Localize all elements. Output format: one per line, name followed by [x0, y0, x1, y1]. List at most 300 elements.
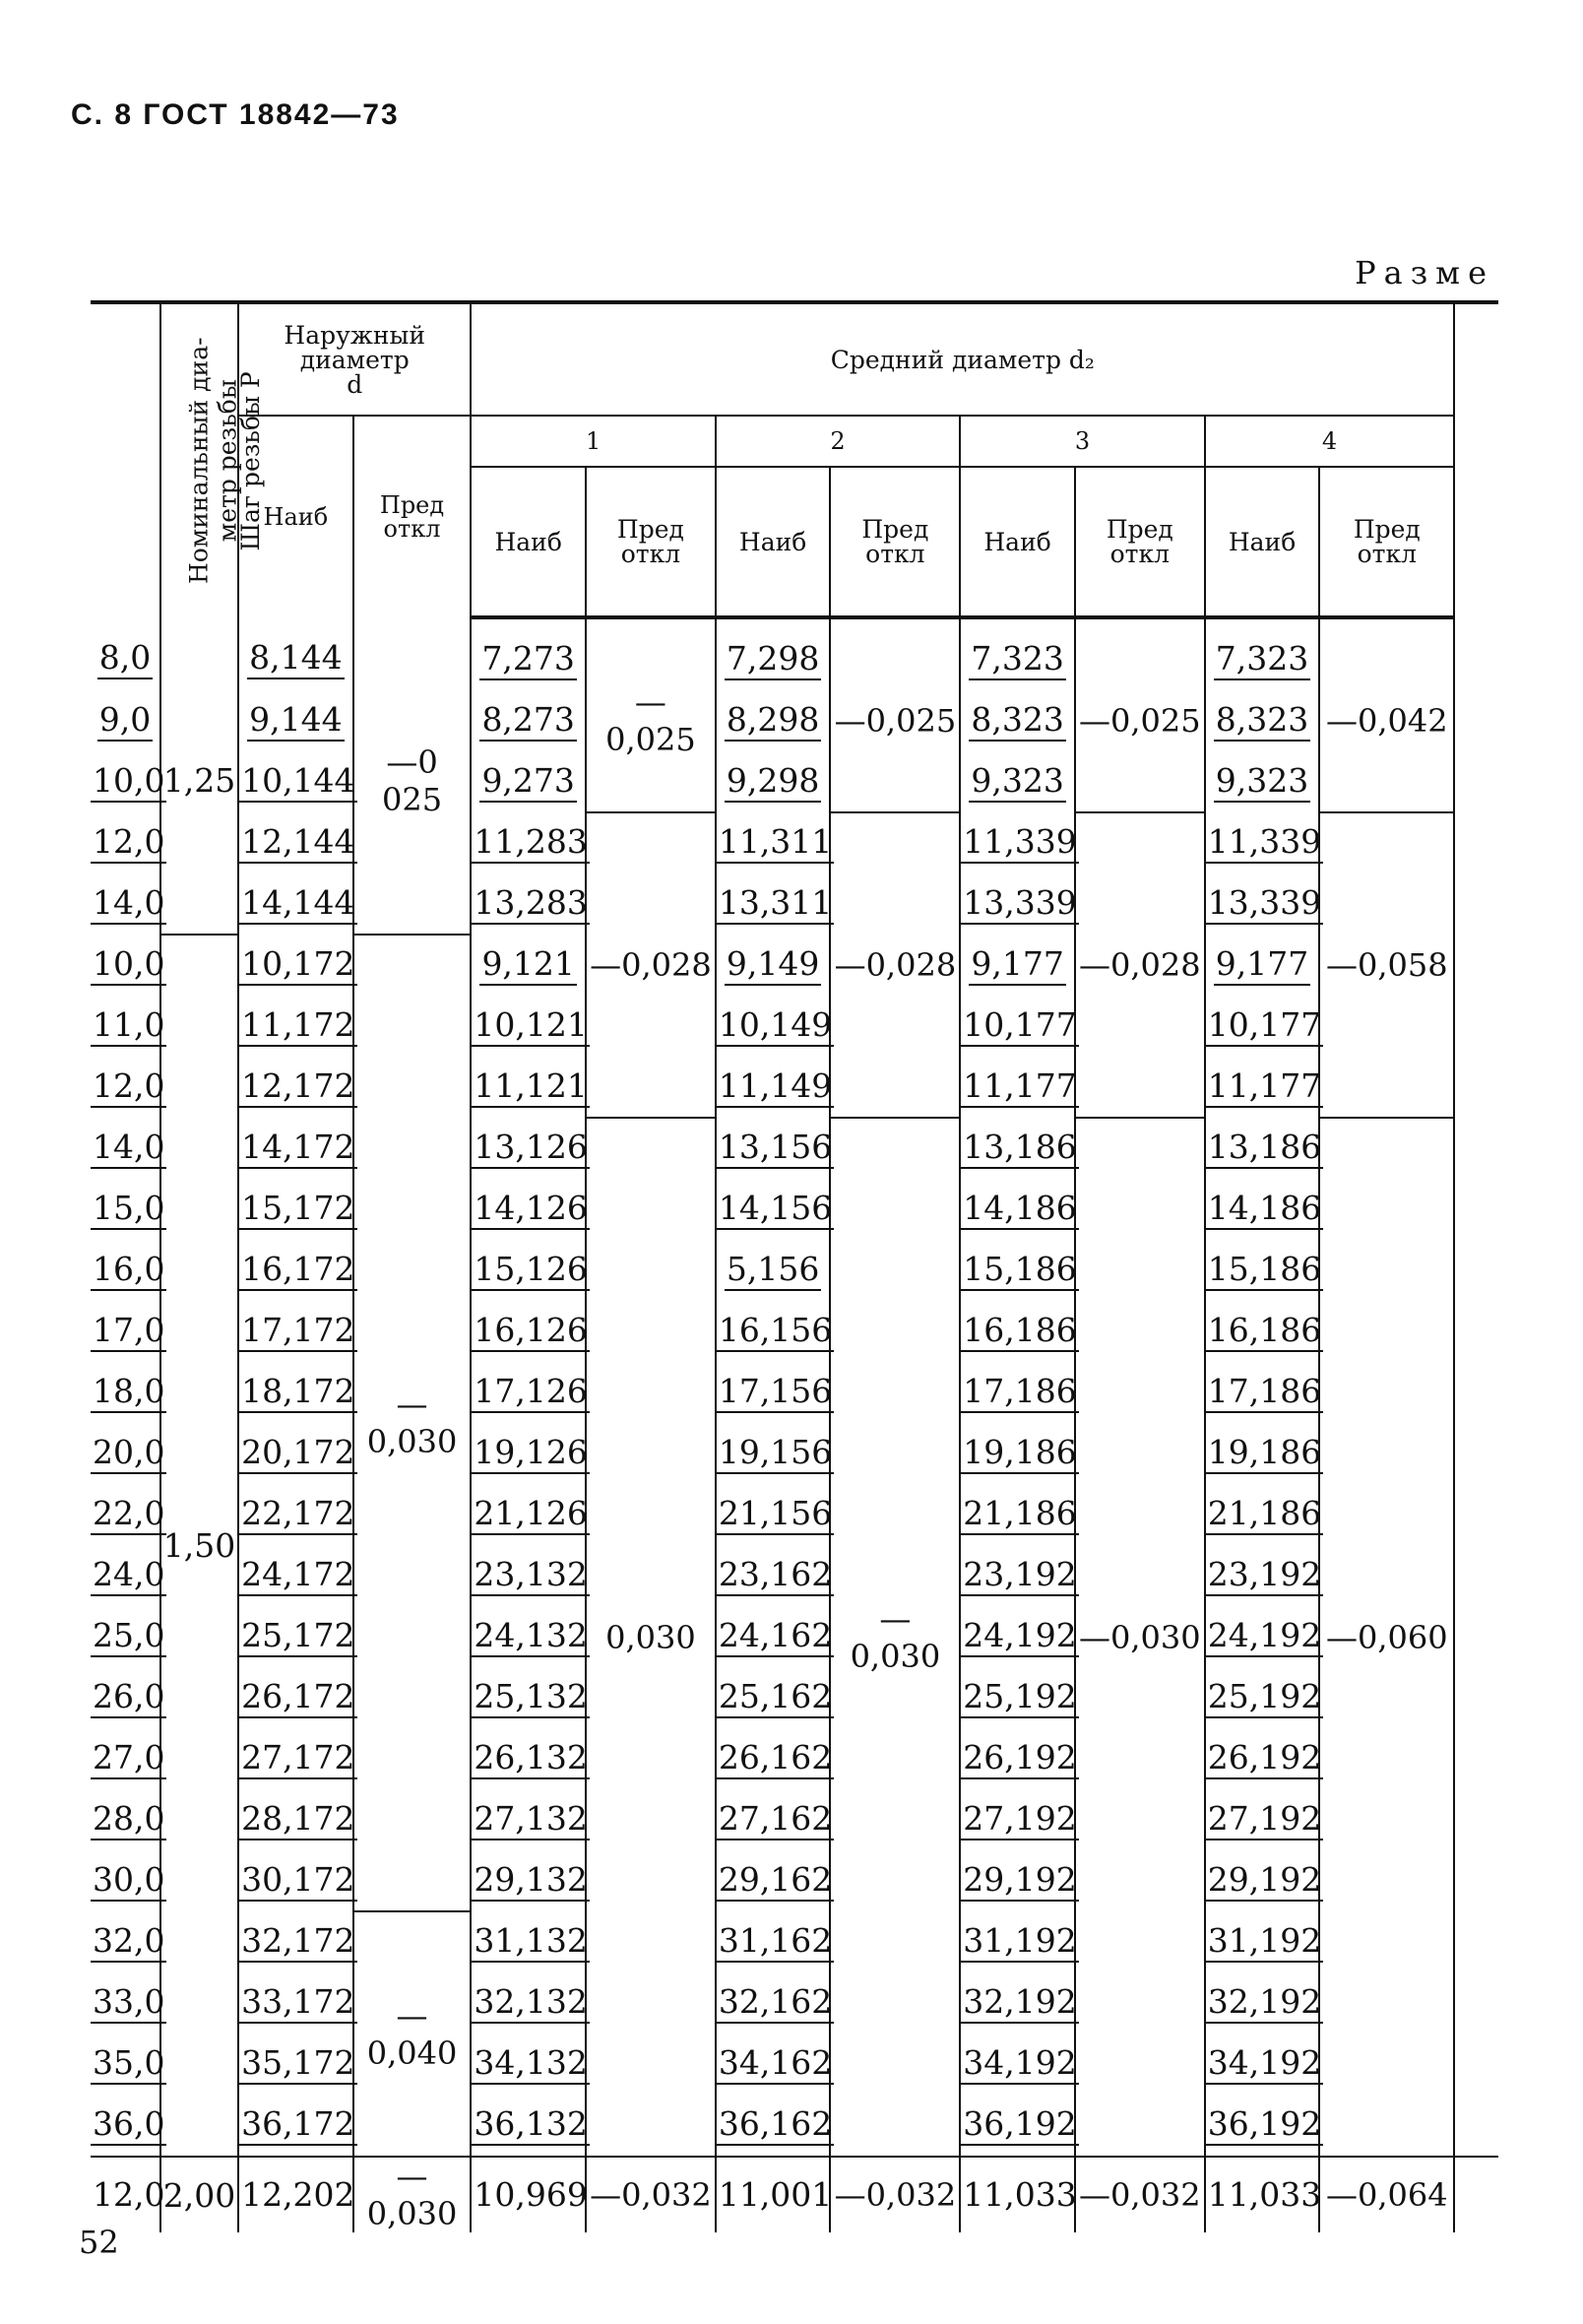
middle-diameter-class4-max-cell — [1205, 1911, 1320, 1972]
middle-diameter-class1-max-cell — [471, 1667, 586, 1728]
nominal-diameter-cell-value: 35,0 — [91, 2045, 166, 2085]
middle-diameter-class3-max-cell-value: 24,192 — [961, 1618, 1078, 1657]
nominal-diameter-cell-value: 26,0 — [91, 1679, 166, 1718]
header-middle-diameter: Средний диаметр d₂ — [471, 302, 1454, 416]
outer-diameter-max-cell-value: 35,172 — [239, 2045, 356, 2085]
outer-diameter-max-cell — [238, 1789, 353, 1850]
middle-diameter-class4-max-cell — [1205, 751, 1320, 812]
middle-diameter-class2-max-cell-value: 26,162 — [717, 1740, 834, 1779]
middle-diameter-class2-max-cell — [716, 1057, 831, 1118]
outer-diameter-max-cell-value: 33,172 — [239, 1984, 356, 2024]
middle-diameter-class3-max-cell-value: 21,186 — [961, 1496, 1078, 1535]
middle-diameter-class2-max-cell-value: 11,149 — [717, 1068, 834, 1108]
middle-diameter-class4-max-cell-value: 15,186 — [1206, 1252, 1323, 1291]
thread-pitch-cell: 1,25 — [160, 617, 238, 935]
middle-diameter-class3-max-cell — [960, 1484, 1075, 1545]
spacer-cell — [1454, 1789, 1498, 1850]
header-c4-max: Наиб — [1205, 467, 1320, 617]
middle-diameter-class1-max-cell-value: 14,126 — [472, 1191, 589, 1230]
middle-diameter-class3-max-cell-value: 13,186 — [961, 1130, 1078, 1169]
nominal-diameter-cell-value: 8,0 — [97, 640, 153, 679]
table-row-last — [91, 2157, 1498, 2232]
nominal-diameter-cell-value: 10,0 — [91, 946, 166, 986]
middle-diameter-class1-max-cell-value: 9,273 — [479, 763, 576, 803]
outer-diameter-max-cell — [238, 1728, 353, 1789]
header-c4-dev: Пред откл — [1319, 467, 1454, 617]
middle-diameter-class1-max-cell-value: 15,126 — [472, 1252, 589, 1291]
middle-diameter-class1-max-cell — [471, 1240, 586, 1301]
middle-diameter-class4-max-cell — [1205, 1301, 1320, 1362]
header-nominal-diameter: Номинальный диа- метр резьбы — [184, 337, 242, 585]
middle-diameter-class4-max-cell-value: 25,192 — [1206, 1679, 1323, 1718]
nominal-diameter-cell-value: 14,0 — [91, 885, 166, 925]
middle-diameter-class3-max-cell-value: 36,192 — [961, 2106, 1078, 2146]
middle-diameter-class4-max-cell — [1205, 1545, 1320, 1606]
header-c2-dev: Пред откл — [830, 467, 960, 617]
spacer-cell — [1454, 2157, 1498, 2232]
spacer-cell — [1454, 1118, 1498, 1179]
spacer-cell — [1454, 1850, 1498, 1911]
middle-diameter-class1-dev-cell: —0,032 — [586, 2157, 716, 2232]
thread-dimensions-table — [91, 300, 1498, 2232]
middle-diameter-class3-max-cell — [960, 690, 1075, 751]
middle-diameter-class1-max-cell — [471, 617, 586, 690]
middle-diameter-class1-max-cell — [471, 2157, 586, 2232]
header-class-2: 2 — [716, 416, 960, 467]
middle-diameter-class2-dev-cell: — 0,030 — [830, 1118, 960, 2157]
outer-diameter-max-cell-value: 9,144 — [247, 702, 344, 742]
middle-diameter-class3-max-cell-value: 31,192 — [961, 1923, 1078, 1963]
middle-diameter-class3-max-cell-value: 16,186 — [961, 1313, 1078, 1352]
outer-diameter-max-cell-value: 12,172 — [239, 1068, 356, 1108]
middle-diameter-class2-max-cell — [716, 1667, 831, 1728]
middle-diameter-class3-dev-cell: —0,032 — [1075, 2157, 1205, 2232]
middle-diameter-class2-max-cell — [716, 1362, 831, 1423]
middle-diameter-class3-max-cell — [960, 2157, 1075, 2232]
outer-diameter-max-cell-value: 26,172 — [239, 1679, 356, 1718]
middle-diameter-class4-max-cell-value: 10,177 — [1206, 1007, 1323, 1047]
table-row — [91, 2034, 1498, 2095]
middle-diameter-class4-max-cell — [1205, 1057, 1320, 1118]
middle-diameter-class4-max-cell-value: 34,192 — [1206, 2045, 1323, 2085]
nominal-diameter-cell-value: 30,0 — [91, 1862, 166, 1902]
middle-diameter-class1-max-cell-value: 11,121 — [472, 1068, 589, 1108]
middle-diameter-class1-max-cell-value: 10,121 — [472, 1007, 589, 1047]
outer-diameter-max-cell — [238, 2034, 353, 2095]
middle-diameter-class1-max-cell-value: 31,132 — [472, 1923, 589, 1963]
nominal-diameter-cell-value: 15,0 — [91, 1191, 166, 1230]
middle-diameter-class1-dev-cell: — 0,025 — [586, 617, 716, 812]
middle-diameter-class2-max-cell — [716, 1545, 831, 1606]
middle-diameter-class4-max-cell-value: 11,033 — [1207, 2174, 1322, 2214]
middle-diameter-class3-max-cell-value: 11,033 — [963, 2174, 1077, 2214]
header-thread-pitch: Шаг резьбы P — [160, 302, 238, 617]
middle-diameter-class1-max-cell-value: 26,132 — [472, 1740, 589, 1779]
middle-diameter-class3-max-cell — [960, 935, 1075, 996]
middle-diameter-class3-dev-cell: —0,030 — [1075, 1118, 1205, 2157]
middle-diameter-class4-max-cell — [1205, 812, 1320, 873]
nominal-diameter-cell — [91, 1484, 165, 1545]
middle-diameter-class3-max-cell-value: 19,186 — [961, 1435, 1078, 1474]
middle-diameter-class4-max-cell-value: 14,186 — [1206, 1191, 1323, 1230]
middle-diameter-class2-max-cell-value: 13,156 — [717, 1130, 834, 1169]
middle-diameter-class4-max-cell-value: 32,192 — [1206, 1984, 1323, 2024]
nominal-diameter-cell-value: 24,0 — [91, 1557, 166, 1596]
outer-diameter-max-cell-value: 10,144 — [239, 763, 356, 803]
nominal-diameter-cell — [91, 1728, 165, 1789]
middle-diameter-class4-max-cell-value: 23,192 — [1206, 1557, 1323, 1596]
middle-diameter-class4-dev-cell: —0,042 — [1319, 617, 1454, 812]
middle-diameter-class2-max-cell-value: 5,156 — [725, 1252, 821, 1291]
outer-diameter-max-cell-value: 12,144 — [239, 824, 356, 864]
middle-diameter-class4-dev-cell: —0,058 — [1319, 812, 1454, 1118]
table-row — [91, 1423, 1498, 1484]
middle-diameter-class2-max-cell-value: 32,162 — [717, 1984, 834, 2024]
page-header: С. 8 ГОСТ 18842—73 — [71, 98, 400, 131]
outer-diameter-dev-cell: —0 025 — [353, 617, 472, 935]
table-row — [91, 1728, 1498, 1789]
middle-diameter-class2-dev-cell: —0,025 — [830, 617, 960, 812]
middle-diameter-class4-max-cell-value: 36,192 — [1206, 2106, 1323, 2146]
outer-diameter-max-cell-value: 27,172 — [239, 1740, 356, 1779]
nominal-diameter-cell-value: 12,0 — [93, 2174, 165, 2214]
middle-diameter-class2-max-cell — [716, 690, 831, 751]
middle-diameter-class2-max-cell-value: 25,162 — [717, 1679, 834, 1718]
page-number: 52 — [79, 2224, 119, 2261]
middle-diameter-class3-max-cell — [960, 1301, 1075, 1362]
table-row — [91, 751, 1498, 812]
outer-diameter-dev-cell: —0,030 — [353, 935, 472, 1911]
spacer-cell — [1454, 1545, 1498, 1606]
middle-diameter-class1-max-cell-value: 10,969 — [474, 2174, 588, 2214]
spacer-cell — [1454, 690, 1498, 751]
middle-diameter-class3-max-cell-value: 25,192 — [961, 1679, 1078, 1718]
outer-diameter-dev-cell: —0,040 — [353, 1911, 472, 2157]
outer-diameter-max-cell — [238, 1972, 353, 2034]
table-row — [91, 812, 1498, 873]
spacer-cell — [1454, 617, 1498, 690]
outer-diameter-max-cell — [238, 2157, 353, 2232]
spacer-cell — [1454, 2034, 1498, 2095]
middle-diameter-class3-max-cell-value: 10,177 — [961, 1007, 1078, 1047]
middle-diameter-class3-max-cell — [960, 1728, 1075, 1789]
middle-diameter-class2-max-cell — [716, 2095, 831, 2157]
outer-diameter-max-cell — [238, 1484, 353, 1545]
middle-diameter-class1-max-cell-value: 19,126 — [472, 1435, 589, 1474]
middle-diameter-class4-max-cell — [1205, 2157, 1320, 2232]
middle-diameter-class1-max-cell — [471, 1179, 586, 1240]
middle-diameter-class2-max-cell-value: 29,162 — [717, 1862, 834, 1902]
nominal-diameter-cell — [91, 1545, 165, 1606]
middle-diameter-class2-max-cell — [716, 2157, 831, 2232]
middle-diameter-class4-max-cell — [1205, 1850, 1320, 1911]
nominal-diameter-cell — [91, 1789, 165, 1850]
middle-diameter-class3-max-cell — [960, 1118, 1075, 1179]
middle-diameter-class2-max-cell — [716, 1240, 831, 1301]
outer-diameter-max-cell-value: 22,172 — [239, 1496, 356, 1535]
thread-dimensions-table-wrapper — [91, 300, 1498, 2232]
middle-diameter-class4-max-cell — [1205, 1362, 1320, 1423]
nominal-diameter-cell-value: 20,0 — [91, 1435, 166, 1474]
table-row — [91, 873, 1498, 935]
spacer-cell — [1454, 1911, 1498, 1972]
middle-diameter-class3-max-cell-value: 29,192 — [961, 1862, 1078, 1902]
middle-diameter-class3-max-cell — [960, 1545, 1075, 1606]
middle-diameter-class3-max-cell-value: 27,192 — [961, 1801, 1078, 1840]
middle-diameter-class1-max-cell — [471, 1606, 586, 1667]
outer-diameter-max-cell — [238, 1667, 353, 1728]
outer-diameter-max-cell-value: 20,172 — [239, 1435, 356, 1474]
middle-diameter-class1-max-cell-value: 17,126 — [472, 1374, 589, 1413]
nominal-diameter-cell — [91, 935, 165, 996]
middle-diameter-class3-max-cell — [960, 1240, 1075, 1301]
middle-diameter-class2-max-cell — [716, 1972, 831, 2034]
nominal-diameter-cell-value: 14,0 — [91, 1130, 166, 1169]
middle-diameter-class2-max-cell-value: 36,162 — [717, 2106, 834, 2146]
nominal-diameter-cell — [91, 617, 160, 690]
middle-diameter-class2-dev-cell: —0,032 — [830, 2157, 960, 2232]
middle-diameter-class1-max-cell — [471, 690, 586, 751]
middle-diameter-class2-max-cell-value: 9,298 — [725, 763, 821, 803]
outer-diameter-max-cell — [238, 996, 353, 1057]
middle-diameter-class4-max-cell — [1205, 1972, 1320, 2034]
middle-diameter-class1-max-cell-value: 29,132 — [472, 1862, 589, 1902]
header-c2-max: Наиб — [716, 467, 831, 617]
outer-diameter-max-cell — [238, 935, 353, 996]
nominal-diameter-cell — [91, 1240, 165, 1301]
middle-diameter-class1-max-cell-value: 27,132 — [472, 1801, 589, 1840]
middle-diameter-class3-max-cell-value: 23,192 — [961, 1557, 1078, 1596]
outer-diameter-max-cell — [238, 1362, 353, 1423]
middle-diameter-class3-max-cell-value: 15,186 — [961, 1252, 1078, 1291]
middle-diameter-class3-max-cell-value: 11,177 — [961, 1068, 1078, 1108]
nominal-diameter-cell — [91, 1423, 165, 1484]
nominal-diameter-cell-value: 12,0 — [91, 824, 166, 864]
middle-diameter-class2-max-cell — [716, 617, 831, 690]
middle-diameter-class2-max-cell-value: 13,311 — [717, 885, 834, 925]
outer-diameter-max-cell-value: 25,172 — [239, 1618, 356, 1657]
thread-pitch-cell: 1,50 — [160, 935, 238, 2157]
middle-diameter-class1-max-cell — [471, 873, 586, 935]
table-row — [91, 617, 1498, 690]
nominal-diameter-cell — [91, 1911, 165, 1972]
outer-diameter-dev-cell: —0,030 — [353, 2157, 472, 2232]
outer-diameter-max-cell — [238, 1911, 353, 1972]
middle-diameter-class1-max-cell — [471, 1789, 586, 1850]
middle-diameter-class1-max-cell-value: 8,273 — [479, 702, 576, 742]
nominal-diameter-cell-value: 28,0 — [91, 1801, 166, 1840]
table-row — [91, 1362, 1498, 1423]
middle-diameter-class4-max-cell-value: 29,192 — [1206, 1862, 1323, 1902]
outer-diameter-max-cell — [238, 1606, 353, 1667]
header-outer-diameter: Наружный диаметр d — [238, 302, 471, 416]
middle-diameter-class4-max-cell-value: 9,177 — [1214, 946, 1310, 986]
outer-diameter-max-cell-value: 12,202 — [241, 2174, 355, 2214]
middle-diameter-class4-max-cell — [1205, 2034, 1320, 2095]
middle-diameter-class1-max-cell — [471, 935, 586, 996]
middle-diameter-class4-max-cell-value: 31,192 — [1206, 1923, 1323, 1963]
table-row — [91, 1240, 1498, 1301]
middle-diameter-class3-max-cell — [960, 617, 1075, 690]
nominal-diameter-cell — [91, 1118, 165, 1179]
middle-diameter-class4-max-cell-value: 27,192 — [1206, 1801, 1323, 1840]
middle-diameter-class2-max-cell — [716, 996, 831, 1057]
middle-diameter-class4-dev-cell: —0,064 — [1319, 2157, 1454, 2232]
table-row — [91, 1179, 1498, 1240]
middle-diameter-class4-max-cell — [1205, 1118, 1320, 1179]
outer-diameter-max-cell — [238, 751, 353, 812]
outer-diameter-max-cell-value: 24,172 — [239, 1557, 356, 1596]
middle-diameter-class2-max-cell — [716, 935, 831, 996]
middle-diameter-class3-max-cell-value: 32,192 — [961, 1984, 1078, 2024]
nominal-diameter-cell-value: 27,0 — [91, 1740, 166, 1779]
middle-diameter-class4-max-cell — [1205, 1667, 1320, 1728]
middle-diameter-class1-max-cell-value: 16,126 — [472, 1313, 589, 1352]
spacer-cell — [1454, 1423, 1498, 1484]
nominal-diameter-cell — [91, 690, 160, 751]
nominal-diameter-cell — [91, 1850, 165, 1911]
spacer-cell — [1454, 1484, 1498, 1545]
middle-diameter-class4-max-cell — [1205, 1423, 1320, 1484]
outer-diameter-max-cell-value: 10,172 — [239, 946, 356, 986]
table-row — [91, 1789, 1498, 1850]
table-row — [91, 2095, 1498, 2157]
middle-diameter-class3-dev-cell: —0,025 — [1075, 617, 1205, 812]
outer-diameter-max-cell-value: 18,172 — [239, 1374, 356, 1413]
middle-diameter-class3-max-cell — [960, 1850, 1075, 1911]
middle-diameter-class1-max-cell-value: 23,132 — [472, 1557, 589, 1596]
thread-pitch-cell: 2,00 — [160, 2157, 238, 2232]
header-c1-dev: Пред откл — [586, 467, 716, 617]
spacer-cell — [1454, 1057, 1498, 1118]
middle-diameter-class4-max-cell-value: 26,192 — [1206, 1740, 1323, 1779]
middle-diameter-class3-max-cell-value: 7,323 — [969, 641, 1065, 680]
middle-diameter-class1-max-cell — [471, 2034, 586, 2095]
spacer-cell — [1454, 751, 1498, 812]
spacer-cell — [1454, 1362, 1498, 1423]
outer-diameter-max-cell-value: 30,172 — [239, 1862, 356, 1902]
nominal-diameter-cell-value: 25,0 — [91, 1618, 166, 1657]
middle-diameter-class4-max-cell — [1205, 1240, 1320, 1301]
table-row — [91, 1057, 1498, 1118]
nominal-diameter-cell-value: 36,0 — [91, 2106, 166, 2146]
middle-diameter-class1-max-cell-value: 9,121 — [479, 946, 576, 986]
nominal-diameter-cell — [91, 812, 165, 873]
nominal-diameter-cell — [91, 873, 165, 935]
middle-diameter-class3-max-cell — [960, 1972, 1075, 2034]
outer-diameter-max-cell-value: 8,144 — [247, 640, 344, 679]
nominal-diameter-cell-value: 32,0 — [91, 1923, 166, 1963]
nominal-diameter-cell — [91, 751, 165, 812]
middle-diameter-class1-max-cell — [471, 1118, 586, 1179]
spacer-cell — [1454, 2095, 1498, 2157]
middle-diameter-class4-max-cell — [1205, 935, 1320, 996]
middle-diameter-class1-max-cell-value: 21,126 — [472, 1496, 589, 1535]
spacer-cell — [1454, 1667, 1498, 1728]
outer-diameter-max-cell-value: 14,144 — [239, 885, 356, 925]
middle-diameter-class2-max-cell — [716, 873, 831, 935]
middle-diameter-class1-max-cell — [471, 1057, 586, 1118]
middle-diameter-class2-max-cell-value: 11,001 — [718, 2174, 833, 2214]
nominal-diameter-cell-value: 10,0 — [91, 763, 166, 803]
middle-diameter-class1-max-cell — [471, 1423, 586, 1484]
middle-diameter-class1-max-cell-value: 36,132 — [472, 2106, 589, 2146]
header-c1-max: Наиб — [471, 467, 586, 617]
nominal-diameter-cell-value: 18,0 — [91, 1374, 166, 1413]
middle-diameter-class3-dev-cell: —0,028 — [1075, 812, 1205, 1118]
middle-diameter-class3-max-cell-value: 9,177 — [969, 946, 1065, 986]
nominal-diameter-cell — [91, 1057, 165, 1118]
nominal-diameter-cell — [91, 1179, 165, 1240]
middle-diameter-class1-max-cell — [471, 1911, 586, 1972]
table-row — [91, 1667, 1498, 1728]
nominal-diameter-cell-value: 33,0 — [91, 1984, 166, 2024]
middle-diameter-class4-max-cell — [1205, 873, 1320, 935]
middle-diameter-class4-dev-cell: —0,060 — [1319, 1118, 1454, 2157]
middle-diameter-class1-dev-cell: 0,030 — [586, 1118, 716, 2157]
table-row — [91, 935, 1498, 996]
nominal-diameter-cell — [91, 1301, 165, 1362]
middle-diameter-class2-max-cell — [716, 1850, 831, 1911]
outer-diameter-max-cell-value: 11,172 — [239, 1007, 356, 1047]
table-row — [91, 690, 1498, 751]
header-c3-max: Наиб — [960, 467, 1075, 617]
outer-diameter-max-cell — [238, 1118, 353, 1179]
middle-diameter-class1-max-cell — [471, 1850, 586, 1911]
middle-diameter-class3-max-cell-value: 9,323 — [969, 763, 1065, 803]
nominal-diameter-cell-value: 9,0 — [97, 702, 153, 742]
middle-diameter-class1-max-cell — [471, 1972, 586, 2034]
middle-diameter-class1-max-cell-value: 24,132 — [472, 1618, 589, 1657]
middle-diameter-class1-max-cell — [471, 1484, 586, 1545]
spacer-cell — [1454, 1728, 1498, 1789]
middle-diameter-class3-max-cell — [960, 2095, 1075, 2157]
header-spacer — [1454, 302, 1498, 617]
middle-diameter-class3-max-cell-value: 8,323 — [969, 702, 1065, 742]
middle-diameter-class4-max-cell-value: 9,323 — [1214, 763, 1310, 803]
nominal-diameter-cell — [91, 2095, 165, 2157]
middle-diameter-class3-max-cell — [960, 996, 1075, 1057]
nominal-diameter-cell-value: 11,0 — [91, 1007, 166, 1047]
middle-diameter-class4-max-cell-value: 19,186 — [1206, 1435, 1323, 1474]
spacer-cell — [1454, 935, 1498, 996]
middle-diameter-class3-max-cell — [960, 1911, 1075, 1972]
table-row — [91, 1301, 1498, 1362]
outer-diameter-max-cell — [238, 1179, 353, 1240]
middle-diameter-class2-max-cell-value: 17,156 — [717, 1374, 834, 1413]
outer-diameter-max-cell — [238, 617, 353, 690]
nominal-diameter-cell-value: 17,0 — [91, 1313, 166, 1352]
middle-diameter-class2-max-cell-value: 24,162 — [717, 1618, 834, 1657]
middle-diameter-class1-max-cell — [471, 1545, 586, 1606]
nominal-diameter-cell — [91, 1606, 165, 1667]
outer-diameter-max-cell-value: 15,172 — [239, 1191, 356, 1230]
outer-diameter-max-cell-value: 36,172 — [239, 2106, 356, 2146]
header-class-1: 1 — [471, 416, 715, 467]
middle-diameter-class1-max-cell — [471, 996, 586, 1057]
middle-diameter-class2-max-cell-value: 16,156 — [717, 1313, 834, 1352]
table-caption-fragment: Разме — [1355, 254, 1494, 291]
middle-diameter-class1-max-cell-value: 13,283 — [472, 885, 589, 925]
middle-diameter-class4-max-cell — [1205, 1789, 1320, 1850]
middle-diameter-class2-max-cell-value: 11,311 — [717, 824, 834, 864]
middle-diameter-class1-max-cell — [471, 751, 586, 812]
middle-diameter-class3-max-cell-value: 34,192 — [961, 2045, 1078, 2085]
nominal-diameter-cell — [91, 1667, 165, 1728]
middle-diameter-class3-max-cell-value: 13,339 — [961, 885, 1078, 925]
middle-diameter-class4-max-cell-value: 16,186 — [1206, 1313, 1323, 1352]
middle-diameter-class2-max-cell-value: 10,149 — [717, 1007, 834, 1047]
